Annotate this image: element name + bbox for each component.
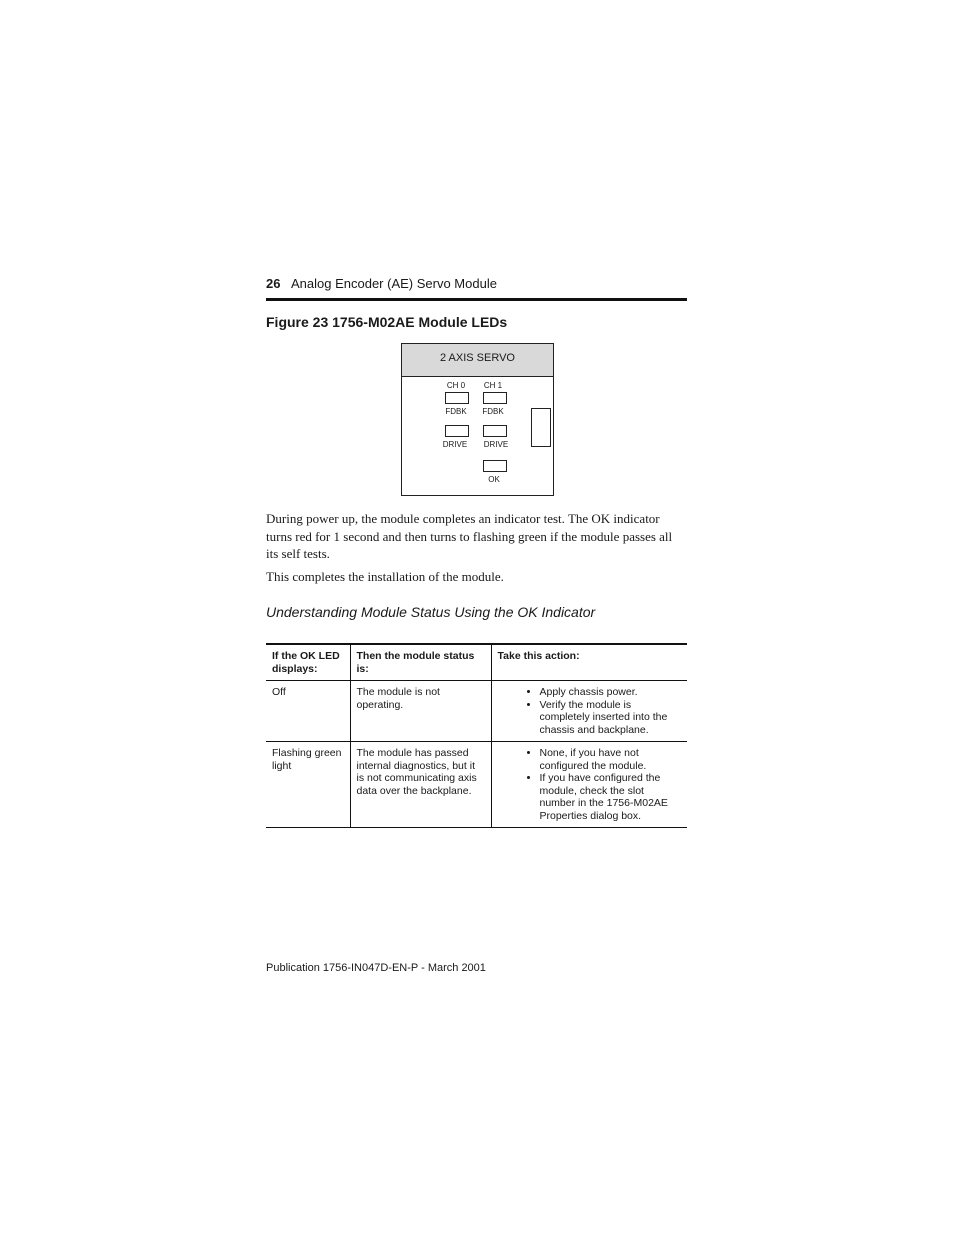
column-header-action: Take this action: bbox=[491, 644, 687, 681]
module-diagram bbox=[401, 343, 554, 496]
column-header-status: Then the module status is: bbox=[350, 644, 491, 681]
publication-footer: Publication 1756-IN047D-EN-P - March 2001 bbox=[266, 962, 486, 974]
fdbk-led-ch0 bbox=[445, 392, 469, 404]
drive-led-ch0 bbox=[445, 425, 469, 437]
status-table bbox=[266, 643, 687, 828]
header-rule bbox=[266, 298, 687, 301]
ch1-label: CH 1 bbox=[483, 381, 503, 390]
paragraph-power-up: During power up, the module completes an indicator test. The OK indicator turns red for 1 second and then turns to flashing green if the module passes all its self tests. bbox=[266, 511, 673, 561]
action-cell bbox=[491, 742, 687, 828]
drive-led-ch1 bbox=[483, 425, 507, 437]
fdbk-label-ch1: FDBK bbox=[482, 407, 504, 416]
status-cell: The module is not operating. bbox=[350, 681, 491, 742]
running-title: Analog Encoder (AE) Servo Module bbox=[291, 276, 497, 291]
column-header-led: If the OK LED displays: bbox=[272, 650, 340, 675]
page-number: 26 bbox=[266, 276, 281, 291]
led-cell: Flashing green light bbox=[272, 747, 342, 772]
fdbk-label-ch0: FDBK bbox=[445, 407, 467, 416]
connector-port bbox=[531, 408, 551, 447]
ch0-label: CH 0 bbox=[446, 381, 466, 390]
table-header-row bbox=[266, 644, 687, 681]
action-item: • If you have configured the module, check the slot number in the 1756-M02AE Properties dialog box. bbox=[540, 772, 682, 822]
action-list bbox=[498, 747, 682, 822]
module-header bbox=[402, 344, 553, 377]
paragraph-completion: This completes the installation of the module. bbox=[266, 569, 504, 584]
drive-label-ch0: DRIVE bbox=[442, 440, 468, 449]
fdbk-led-ch1 bbox=[483, 392, 507, 404]
drive-label-ch1: DRIVE bbox=[483, 440, 509, 449]
action-cell bbox=[491, 681, 687, 742]
figure-caption: Figure 23 1756-M02AE Module LEDs bbox=[266, 314, 508, 330]
led-cell: Off bbox=[272, 686, 286, 698]
action-item: • Verify the module is completely inserted into the chassis and backplane. bbox=[540, 699, 682, 737]
ok-label: OK bbox=[488, 475, 500, 484]
action-item: • Apply chassis power. bbox=[540, 686, 682, 699]
table-row bbox=[266, 742, 687, 828]
ok-led bbox=[483, 460, 507, 472]
action-list bbox=[498, 686, 682, 736]
status-cell: The module has passed internal diagnostics, but it is not communicating axis data over the backplane. bbox=[350, 742, 491, 828]
action-item: • None, if you have not configured the module. bbox=[540, 747, 682, 772]
section-title: Understanding Module Status Using the OK Indicator bbox=[266, 604, 596, 620]
module-title: 2 AXIS SERVO bbox=[439, 352, 515, 364]
table-row bbox=[266, 681, 687, 742]
